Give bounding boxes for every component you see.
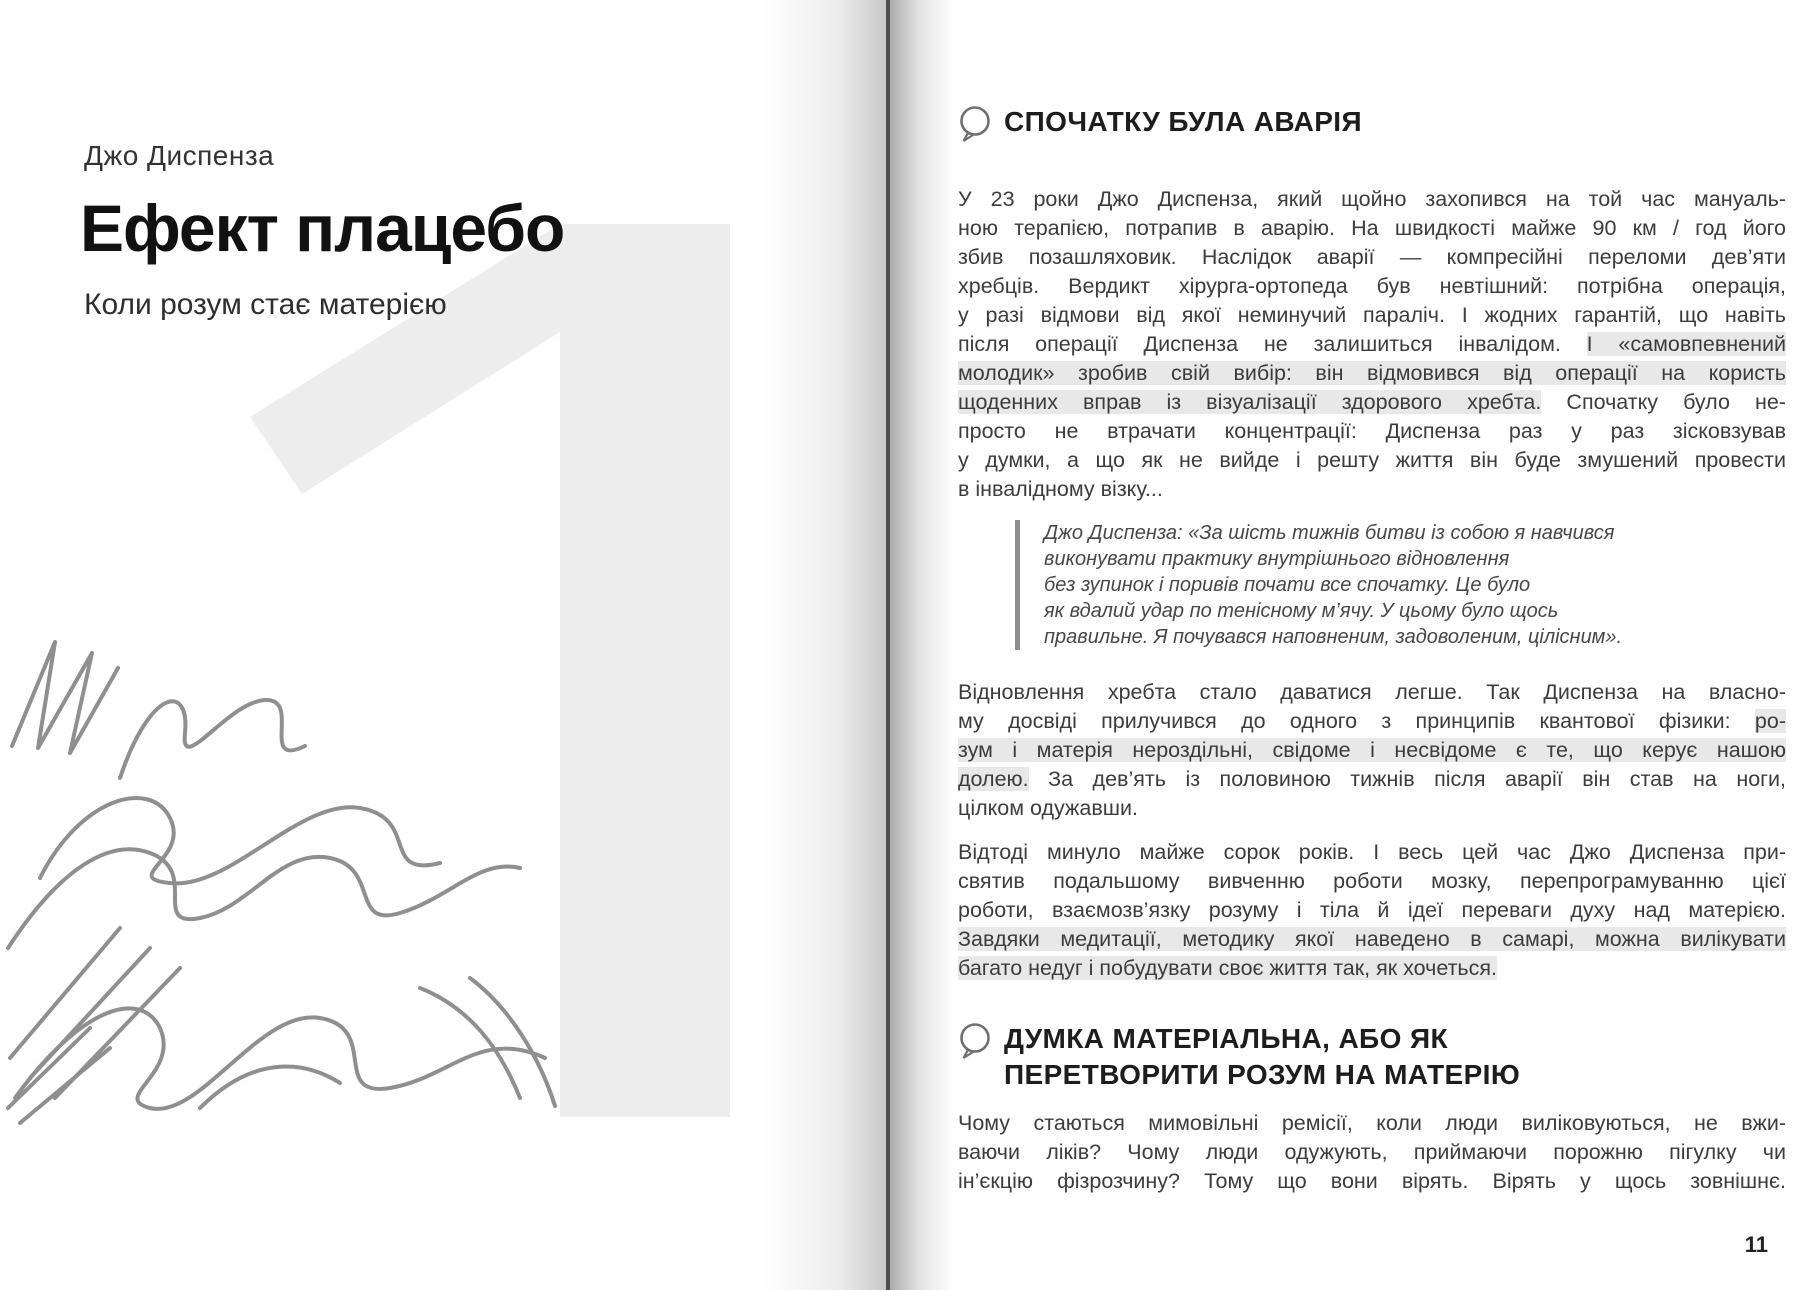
- highlight-span: зум і матерія нероздільні, свідоме і несвідоме є те, що керує нашою: [958, 738, 1786, 762]
- highlight-span: долею.: [958, 767, 1029, 791]
- text-span: Чому стаються мимовільні ремісії, коли люди виліковуються, не вжи-: [958, 1111, 1786, 1135]
- text-line: [958, 243, 1786, 272]
- text-line: [958, 1167, 1786, 1196]
- text-line: [958, 359, 1786, 388]
- text-line: [958, 1138, 1786, 1167]
- highlight-span: І «самовпевнений: [1586, 332, 1786, 356]
- text-line: [958, 1109, 1786, 1138]
- text-line: [958, 925, 1786, 954]
- gutter-shadow-right: [890, 0, 954, 1290]
- text-line: [958, 838, 1786, 867]
- author-name: Джо Диспенза: [84, 140, 275, 171]
- section-heading-text: ДУМКА МАТЕРІАЛЬНА, АБО ЯК ПЕРЕТВОРИТИ РОЗУМ НА МАТЕРІЮ: [1004, 1023, 1521, 1090]
- text-span: збив позашляховик. Наслідок аварії — компресійні переломи дев’яти: [958, 245, 1786, 269]
- highlight-span: багато недуг і побудувати своє життя так, як хочеться.: [958, 956, 1497, 980]
- text-column: [958, 104, 1786, 1196]
- text-span: му досвіді прилучився до одного з принципів квантової фізики:: [958, 709, 1755, 733]
- text-line: [958, 330, 1786, 359]
- text-line: [958, 388, 1786, 417]
- text-line: [958, 446, 1786, 475]
- body-paragraph: [958, 185, 1786, 504]
- text-line: [958, 475, 1786, 504]
- highlight-span: Завдяки медитації, методику якої наведено в самарі, можна вилікувати: [958, 927, 1786, 951]
- text-line: [958, 867, 1786, 896]
- section-heading-text: СПОЧАТКУ БУЛА АВАРІЯ: [1004, 106, 1362, 137]
- text-span: святив подальшому вивченню роботи мозку, перепрограмуванню цієї: [958, 869, 1786, 893]
- quote-line: виконувати практику внутрішнього відновлення: [1044, 548, 1510, 570]
- pull-quote: [1015, 520, 1623, 650]
- text-span: ною терапією, потрапив в аварію. На швидкості майже 90 км / год його: [958, 216, 1786, 240]
- text-span: хребців. Вердикт хірурга-ортопеда був невтішний: потрібна операція,: [958, 274, 1786, 298]
- book-subtitle: Коли розум стає матерією: [84, 288, 447, 321]
- scribble-doodle: [0, 628, 600, 1128]
- text-span: За дев’ять із половиною тижнів після аварії він став на ноги,: [1028, 767, 1786, 791]
- text-line: [958, 765, 1786, 794]
- text-span: в інвалідному візку...: [958, 477, 1163, 501]
- text-line: [958, 954, 1786, 983]
- text-line: [958, 794, 1786, 823]
- text-span: ін’єкцію фізрозчину? Тому що вони вірять. Вірять у щось зовнішнє.: [958, 1169, 1786, 1193]
- text-span: Відтоді минуло майже сорок років. І весь цей час Джо Диспенза при-: [958, 840, 1786, 864]
- text-span: У 23 роки Джо Диспенза, який щойно захопився на той час мануаль-: [958, 187, 1786, 211]
- text-span: просто не втрачати концентрації: Диспенза раз у раз зісковзував: [958, 419, 1786, 443]
- section-heading: [958, 104, 1786, 145]
- text-span: цілком одужавши.: [958, 796, 1139, 820]
- text-span: ваючи ліків? Чому люди одужують, приймаючи порожню пігулку чи: [958, 1140, 1786, 1164]
- text-span: після операції Диспенза не залишиться інвалідом.: [958, 332, 1587, 356]
- text-line: [958, 736, 1786, 765]
- book-title: Ефект плацебо: [80, 191, 565, 265]
- text-span: у разі відмови від якої неминучий параліч. І жодних гарантій, що навіть: [958, 303, 1786, 327]
- quote-line: Джо Диспенза: «За шість тижнів битви із собою я навчився: [1044, 522, 1615, 544]
- speech-bubble-icon: [958, 1022, 992, 1062]
- body-paragraph: [958, 838, 1786, 983]
- text-span: Спочатку було не-: [1541, 390, 1786, 414]
- text-line: [958, 185, 1786, 214]
- text-line: [958, 272, 1786, 301]
- body-paragraph: [958, 678, 1786, 823]
- body-paragraph: [958, 1109, 1786, 1196]
- text-line: [958, 417, 1786, 446]
- text-line: [958, 896, 1786, 925]
- page-number: 11: [1744, 1232, 1768, 1257]
- text-line: [958, 707, 1786, 736]
- highlight-span: молодик» зробив свій вибір: він відмовився від операції на користь: [958, 361, 1786, 385]
- speech-bubble-icon: [958, 105, 992, 145]
- text-span: роботи, взаємозв’язку розуму і тіла й ідеї переваги духу над матерією.: [958, 898, 1786, 922]
- text-line: [958, 678, 1786, 707]
- quote-line: як вдалий удар по тенісному м’ячу. У цьому було щось: [1044, 600, 1559, 622]
- text-span: у думки, а що як не вийде і решту життя він буде змушений провести: [958, 448, 1786, 472]
- text-line: [958, 214, 1786, 243]
- text-span: Відновлення хребта стало даватися легше. Так Диспенза на власно-: [958, 680, 1786, 704]
- text-line: [958, 301, 1786, 330]
- highlight-span: щоденних вправ із візуалізації здорового хребта.: [958, 390, 1542, 414]
- gutter-shadow-left: [762, 0, 886, 1290]
- section-heading: [958, 1021, 1786, 1093]
- quote-line: без зупинок і поривів почати все спочатку. Це було: [1044, 574, 1531, 596]
- highlight-span: ро-: [1754, 709, 1786, 733]
- quote-line: правильне. Я почувався наповненим, задоволеним, цілісним».: [1044, 626, 1623, 648]
